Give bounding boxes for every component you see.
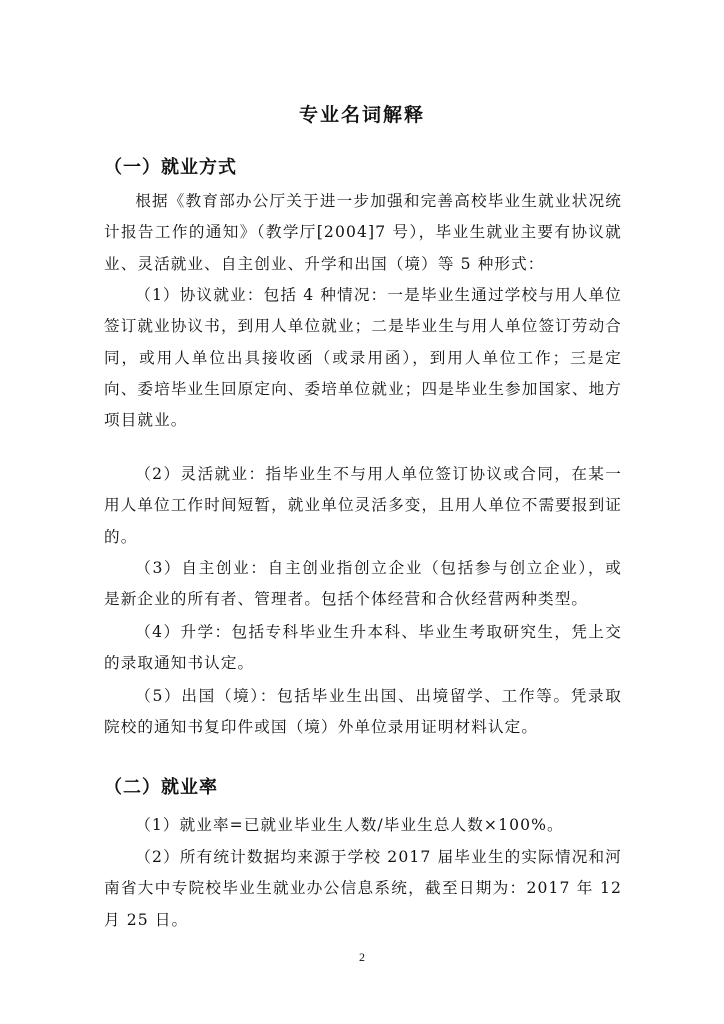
paragraph-going-abroad: （5）出国（境）：包括毕业生出国、出境留学、工作等。凭录取院校的通知书复印件或国（境）外单位录用证明材料认定。 (104, 687, 622, 737)
paragraph-rate-formula: （1）就业率=已就业毕业生人数/毕业生总人数×100%。 (135, 816, 564, 834)
page-title: 专业名词解释 (298, 104, 425, 126)
paragraph-self-employment: （3）自主创业：自主创业指创立企业（包括参与创立企业），或是新企业的所有者、管理者。包括个体经营和合伙经营两种类型。 (104, 559, 622, 609)
paragraph-intro: 根据《教育部办公厅关于进一步加强和完善高校毕业生就业状况统计报告工作的通知》（教学厅[2004]7 号），毕业生就业主要有协议就业、灵活就业、自主创业、升学和出国（境）等 5 种形式： (104, 192, 622, 273)
section-heading-employment-forms: （一）就业方式 (104, 157, 237, 178)
paragraph-data-source: （2）所有统计数据均来源于学校 2017 届毕业生的实际情况和河南省大中专院校毕业生就业办公信息系统，截至日期为：2017 年 12 月 25 日。 (104, 848, 622, 929)
paragraph-flexible-employment: （2）灵活就业：指毕业生不与用人单位签订协议或合同，在某一用人单位工作时间短暂，就业单位灵活多变，且用人单位不需要报到证的。 (104, 465, 622, 546)
page-number: 2 (359, 950, 365, 964)
section-heading-employment-rate: （二）就业率 (104, 777, 218, 798)
paragraph-further-study: （4）升学：包括专科毕业生升本科、毕业生考取研究生，凭上交的录取通知书认定。 (104, 623, 622, 673)
paragraph-agreement-employment: （1）协议就业：包括 4 种情况：一是毕业生通过学校与用人单位签订就业协议书，到用人单位就业；二是毕业生与用人单位签订劳动合同，或用人单位出具接收函（或录用函），到用人单位工作；三是定向、委培毕业生回原定向、委培单位就业；四是毕业生参加国家、地方项目就业。 (104, 286, 622, 430)
